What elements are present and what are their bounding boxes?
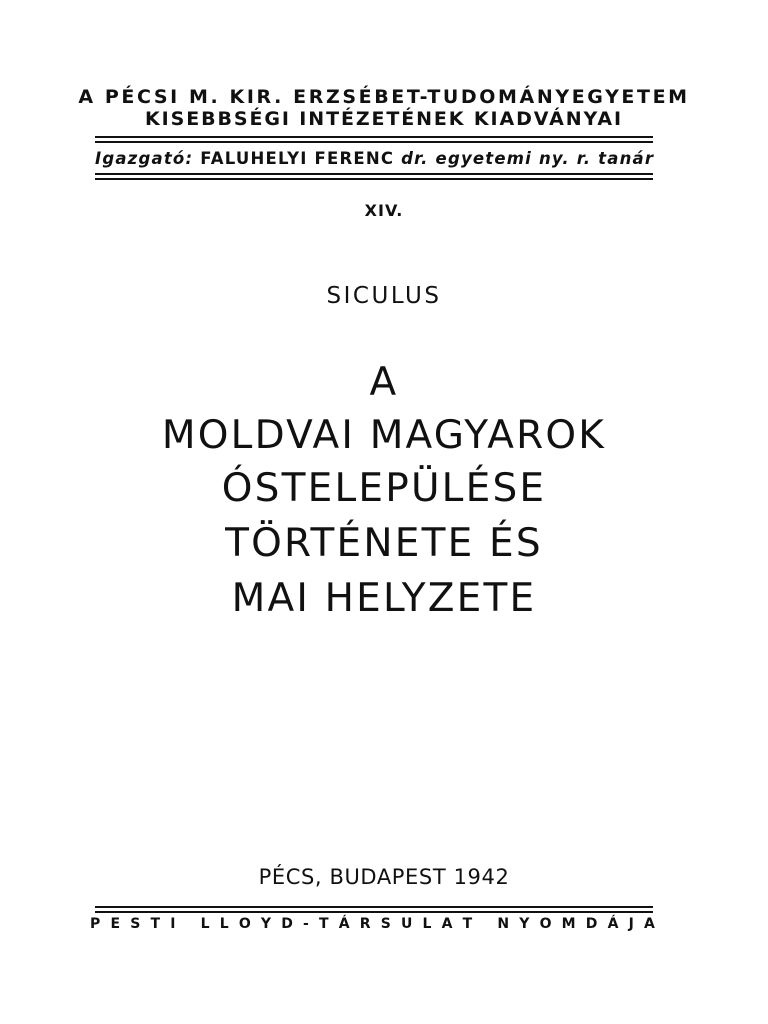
printer-letter: I — [170, 916, 176, 932]
printer-letter: Y — [519, 916, 530, 932]
book-title-line-3: ÓSTELEPÜLÉSE — [221, 466, 547, 511]
series-title-line-1: A PÉCSI M. KIR. ERZSÉBET-TUDOMÁNYEGYETEM — [78, 86, 690, 108]
printer-imprint — [90, 916, 655, 932]
director-line — [95, 149, 653, 168]
double-rule-middle-2 — [95, 178, 653, 180]
double-rule-middle-1 — [95, 173, 653, 175]
author-name: SICULUS — [326, 283, 442, 309]
printer-letter: D — [281, 916, 293, 932]
printer-letter: S — [130, 916, 141, 932]
director-label: Igazgató: — [95, 149, 194, 168]
printer-letter: T — [462, 916, 473, 932]
printer-letter: D — [585, 916, 598, 932]
printer-name — [90, 916, 655, 932]
printer-letter: A — [643, 916, 655, 932]
printer-letter: - — [303, 916, 309, 932]
book-title-line-4: TÖRTÉNETE ÉS — [225, 521, 543, 566]
printer-letter: M — [561, 916, 576, 932]
printer-letter: L — [422, 916, 432, 932]
printer-letter: O — [539, 916, 552, 932]
printer-letter: E — [110, 916, 121, 932]
printer-letter: Á — [607, 916, 619, 932]
printer-letter: S — [380, 916, 391, 932]
printer-letter: U — [400, 916, 413, 932]
volume-number: XIV. — [364, 201, 404, 220]
director-title: dr. egyetemi ny. r. tanár — [401, 149, 655, 168]
printer-letter: L — [200, 916, 210, 932]
publication-place-year: PÉCS, BUDAPEST 1942 — [258, 865, 510, 889]
book-title-line-1: A — [369, 360, 399, 405]
double-rule-bottom-2 — [95, 911, 653, 913]
printer-letter — [186, 916, 191, 932]
printer-letter: T — [150, 916, 161, 932]
printer-letter: J — [628, 916, 634, 932]
printer-letter: T — [318, 916, 329, 932]
printer-letter: N — [497, 916, 510, 932]
series-title-line-2: KISEBBSÉGI INTÉZETÉNEK KIADVÁNYAI — [145, 108, 623, 130]
director-name: FALUHELYI FERENC — [200, 149, 395, 168]
printer-letter: L — [219, 916, 229, 932]
printer-letter: R — [359, 916, 371, 932]
double-rule-top-1 — [95, 136, 653, 138]
book-title-line-5: MAI HELYZETE — [231, 576, 537, 621]
printer-letter: A — [441, 916, 453, 932]
double-rule-bottom-1 — [95, 906, 653, 908]
double-rule-top-2 — [95, 141, 653, 143]
printer-letter: Y — [260, 916, 272, 932]
printer-letter: Á — [338, 916, 350, 932]
book-title-line-2: MOLDVAI MAGYAROK — [161, 413, 607, 458]
printer-letter — [482, 916, 487, 932]
printer-letter: P — [90, 916, 101, 932]
printer-letter: O — [238, 916, 251, 932]
